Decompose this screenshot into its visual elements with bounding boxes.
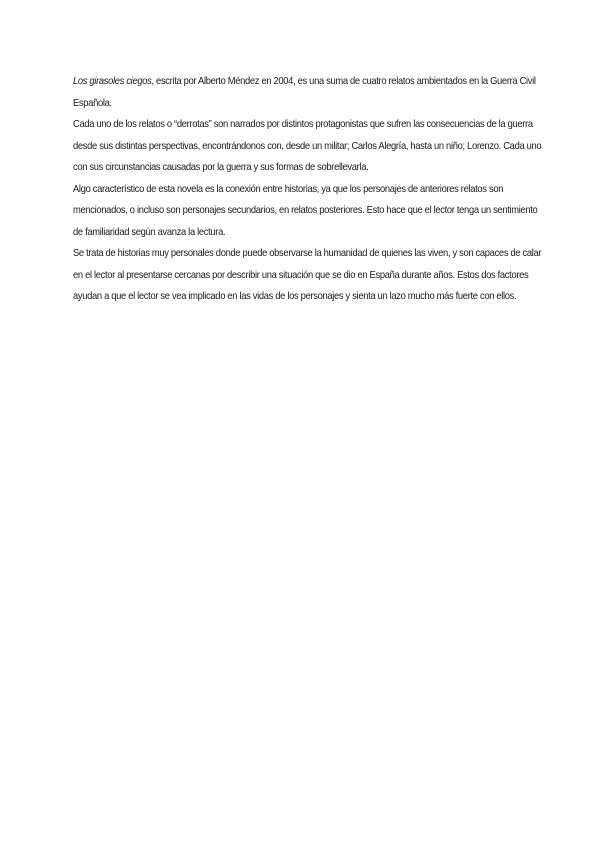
document-body (73, 71, 543, 308)
paragraph-intro-text: , escrita por Alberto Méndez en 2004, es una suma de cuatro relatos ambientados en la Guerra Civil Española. (73, 76, 536, 109)
paragraph-conexion: Algo característico de esta novela es la conexión entre historias, ya que los personajes de anteriores relatos son mencionados, o incluso son personajes secundarios, en relatos posteriores. Esto hace que el lector tenga un sentimiento de familiaridad según avanza la lectura. (73, 183, 538, 238)
book-title: Los girasoles ciegos (73, 76, 152, 87)
paragraph-derrotas: Cada uno de los relatos o “derrotas” son narrados por distintos protagonistas que sufren las consecuencias de la guerra desde sus distintas perspectivas, encontrándonos con, desde un militar; Carlos Alegría, hasta un niño; Lorenzo. Cada uno con sus circunstancias causadas por la guerra y sus formas de sobrellevarla. (73, 119, 542, 173)
paragraph-humanidad: Se trata de historias muy personales donde puede observarse la humanidad de quienes las viven, y son capaces de calar en el lector al presentarse cercanas por describir una situación que se dio en España durante años. Estos dos factores ayudan a que el lector se vea implicado en las vidas de los personajes y sienta un lazo mucho más fuerte con ellos. (73, 248, 542, 302)
paragraph-intro (73, 71, 543, 114)
